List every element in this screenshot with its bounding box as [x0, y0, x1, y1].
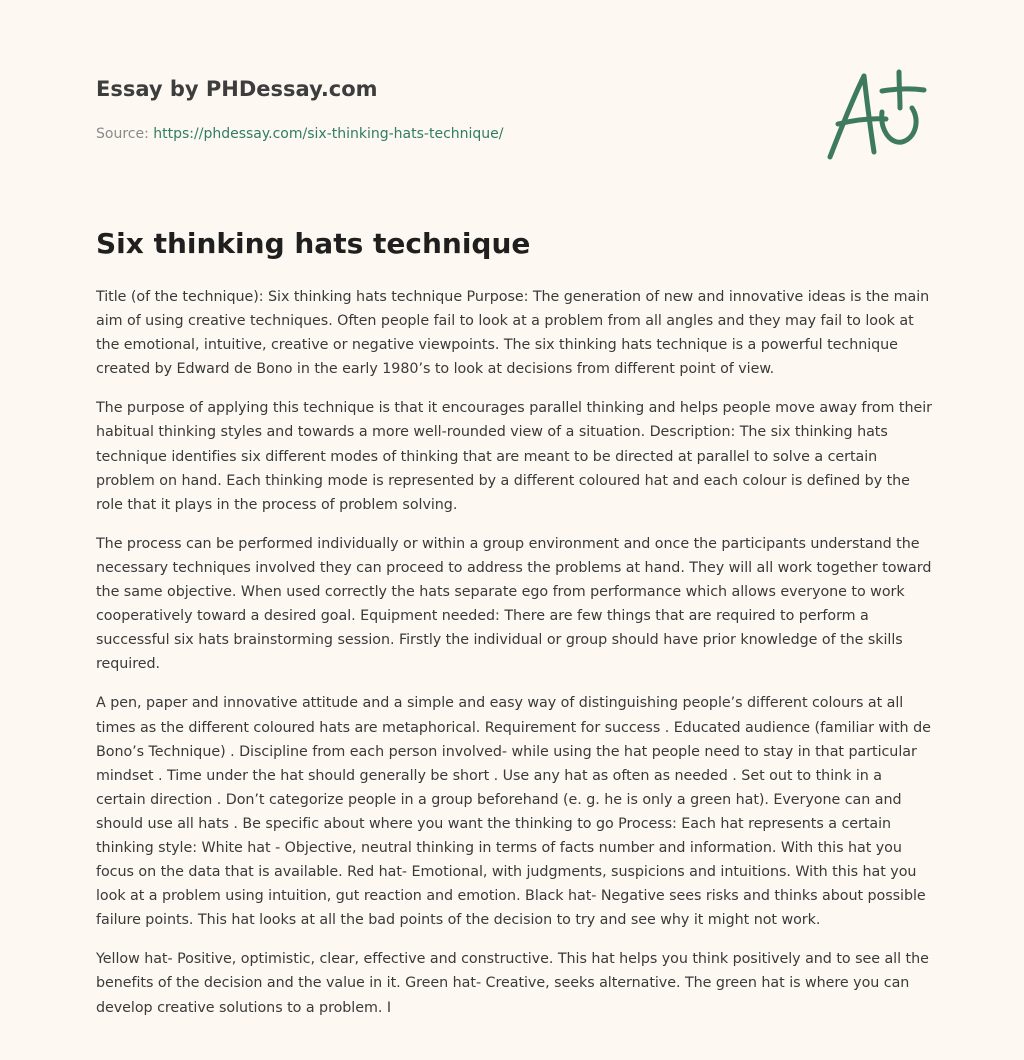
paragraph-5: Yellow hat- Positive, optimistic, clear, effective and constructive. This hat helps you think positively and to see all the benefits of the decision and the value in it. Green hat- Creative, seeks alternative. The green hat is where you can develop creative solutions to a problem. I — [96, 951, 929, 1016]
paragraph-2: The purpose of applying this technique is that it encourages parallel thinking and helps people move away from their habitual thinking styles and towards a more well-rounded view of a situation. Description: The six thinking hats technique identifies six different modes of thinking that are meant to be directed at parallel to solve a certain problem on hand. Each thinking mode is represented by a different coloured hat and each colour is defined by the role that it plays in the process of problem solving. — [96, 400, 932, 513]
paragraph-3: The process can be performed individually or within a group environment and once the participants understand the necessary techniques involved they can proceed to address the problems at hand. They will all work together toward the same objective. When used correctly the hats separate ego from performance which allows everyone to work cooperatively toward a desired goal. Equipment needed: There are few things that are required to perform a successful six hats brainstorming session. Firstly the individual or group should have prior knowledge of the skills required. — [96, 535, 932, 673]
essay-body — [96, 285, 934, 1035]
essay-title: Six thinking hats technique — [96, 227, 531, 260]
source-link[interactable]: https://phdessay.com/six-thinking-hats-technique/ — [153, 126, 504, 142]
a-plus-logo-icon — [820, 64, 930, 164]
paragraph-4: A pen, paper and innovative attitude and a simple and easy way of distinguishing people’s different colours at all times as the different coloured hats are metaphorical. Requirement for success . Educated audience (familiar with de Bono’s Technique) . Discipline from each person involved- while using the hat people need to stay in that particular mindset . Time under the hat should generally be short . Use any hat as often as needed . Set out to think in a certain direction . Don’t categorize people in a group beforehand (e. g. he is only a green hat). Everyone can and should use all hats . Be specific about where you want the thinking to go Process: Each hat represents a certain thinking style: White hat - Objective, neutral thinking in terms of facts number and information. With this hat you focus on the data that is available. Red hat- Emotional, with judgments, suspicions and intuitions. With this hat you look at a problem using intuition, gut reaction and emotion. Black hat- Negative sees risks and thinks about possible failure points. This hat looks at all the bad points of the decision to try and see why it might not work. — [96, 695, 931, 929]
source-line — [96, 124, 796, 144]
paragraph-1: Title (of the technique): Six thinking hats technique Purpose: The generation of new and innovative ideas is the main aim of using creative techniques. Often people fail to look at a problem from all angles and they may fail to look at the emotional, intuitive, creative or negative viewpoints. The six thinking hats technique is a powerful technique created by Edward de Bono in the early 1980’s to look at decisions from different point of view. — [96, 289, 930, 378]
site-brand: Essay by PHDessay.com — [96, 77, 378, 101]
page-header — [96, 74, 796, 144]
source-label: Source: — [96, 126, 149, 142]
